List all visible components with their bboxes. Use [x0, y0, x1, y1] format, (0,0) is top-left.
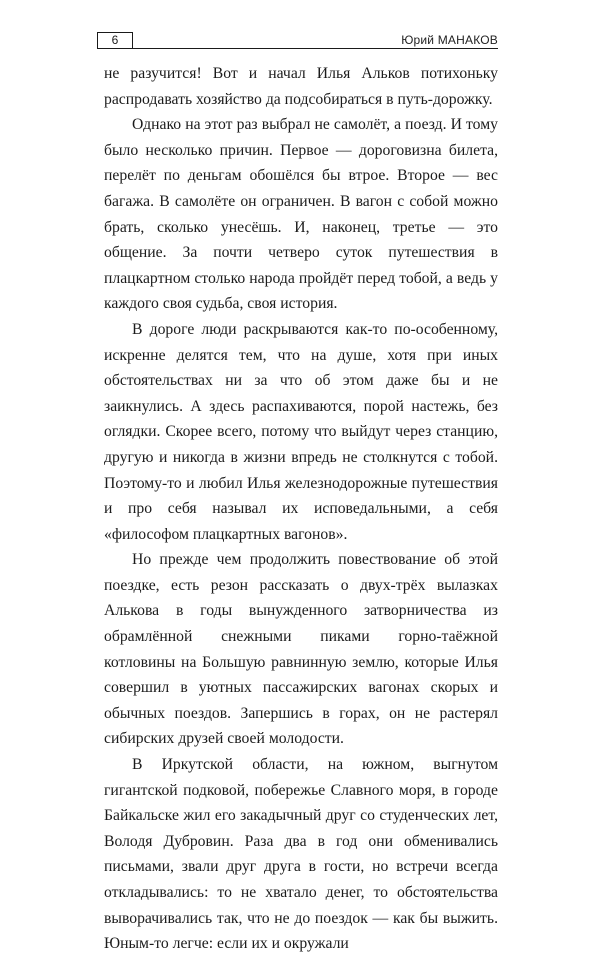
page-number: 6: [97, 32, 133, 49]
paragraph-1: не разучится! Вот и начал Илья Альков потихоньку распродавать хозяйство да подсобираться в путь-дорожку.: [104, 65, 498, 108]
body-text: [104, 61, 498, 957]
header-rule: [133, 48, 498, 49]
paragraph-2: Однако на этот раз выбрал не самолёт, а поезд. И тому было несколько причин. Первое — дороговизна билета, перелёт по деньгам обошёлся бы втрое. Второе — вес багажа. В самолёте он ограничен. В вагон с собой можно брать, сколько унесёшь. И, наконец, третье — это общение. За почти четверо суток путешествия в плацкартном столько народа пройдёт перед тобой, а ведь у каждого своя судьба, своя история.: [104, 116, 498, 313]
running-head-author: Юрий МАНАКОВ: [401, 33, 498, 47]
paragraph-5: В Иркутской области, на южном, выгнутом гигантской подковой, побережье Славного моря, в городе Байкальске жил его закадычный друг со студенческих лет, Володя Дубровин. Раза два в год они обменивались письмами, звали друг друга в гости, но встречи всегда откладывались: то не хватало денег, то обстоятельства выворачивались так, что не до поездок — как бы выжить. Юным-то легче: если их и окружали: [104, 756, 498, 953]
paragraph-4: Но прежде чем продолжить повествование об этой поездке, есть резон рассказать о двух-трёх вылазках Алькова в годы вынужденного затворничества из обрамлённой снежными пиками горно-таёжной котловины на Большую равнинную землю, которые Илья совершил в уютных пассажирских вагонах скорых и обычных поездов. Запершись в горах, он не растерял сибирских друзей своей молодости.: [104, 551, 498, 748]
paragraph-3: В дороге люди раскрываются как-то по-особенному, искренне делятся тем, что на душе, хотя при иных обстоятельствах ни за что об этом даже бы и не заикнулись. А здесь распахиваются, порой настежь, без оглядки. Скорее всего, потому что выйдут через станцию, другую и никогда в жизни впредь не столкнутся с тобой. Поэтому-то и любил Илья железнодорожные путешествия и про себя называл их исповедальными, а себя «философом плацкартных вагонов».: [104, 320, 498, 543]
